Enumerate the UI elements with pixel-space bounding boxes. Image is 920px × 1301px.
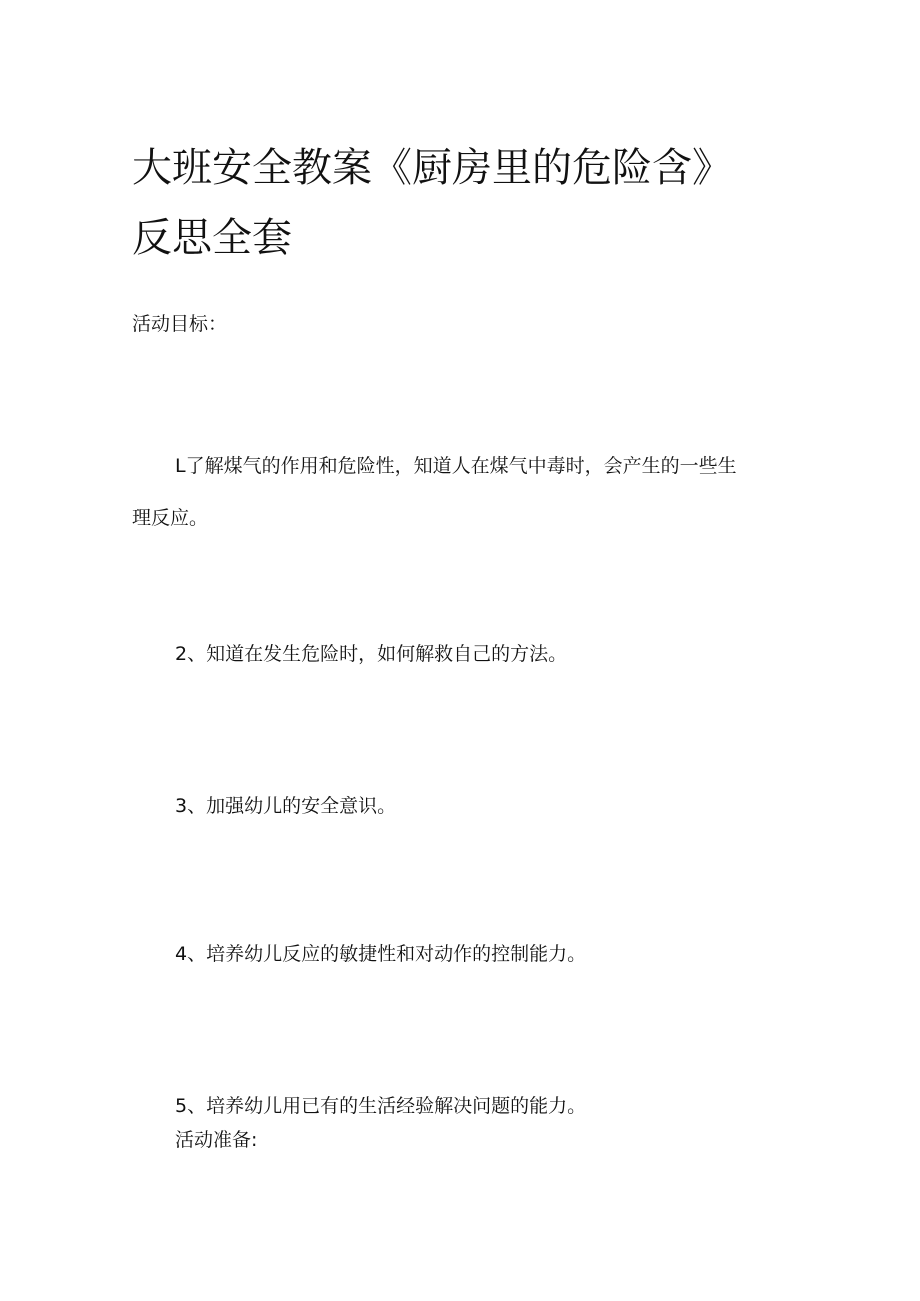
goal-item-5: 5、培养幼儿用已有的生活经验解决问题的能力。 (175, 1095, 587, 1117)
goal-item-3: 3、加强幼儿的安全意识。 (175, 795, 397, 817)
preparation-heading: 活动准备: (175, 1129, 258, 1151)
document-title (132, 133, 812, 273)
goal-item-1: L了解煤气的作用和危险性，知道人在煤气中毒时，会产生的一些生 (175, 455, 737, 477)
title-line-2: 反思全套 (132, 215, 292, 261)
goal-item-2: 2、知道在发生危险时，如何解救自己的方法。 (175, 643, 568, 665)
goal-item-1-continuation: 理反应。 (132, 507, 209, 529)
title-line-1: 大班安全教案《厨房里的危险含》 (132, 145, 732, 191)
goals-heading: 活动目标： (132, 313, 228, 335)
goal-item-4: 4、培养幼儿反应的敏捷性和对动作的控制能力。 (175, 943, 587, 965)
